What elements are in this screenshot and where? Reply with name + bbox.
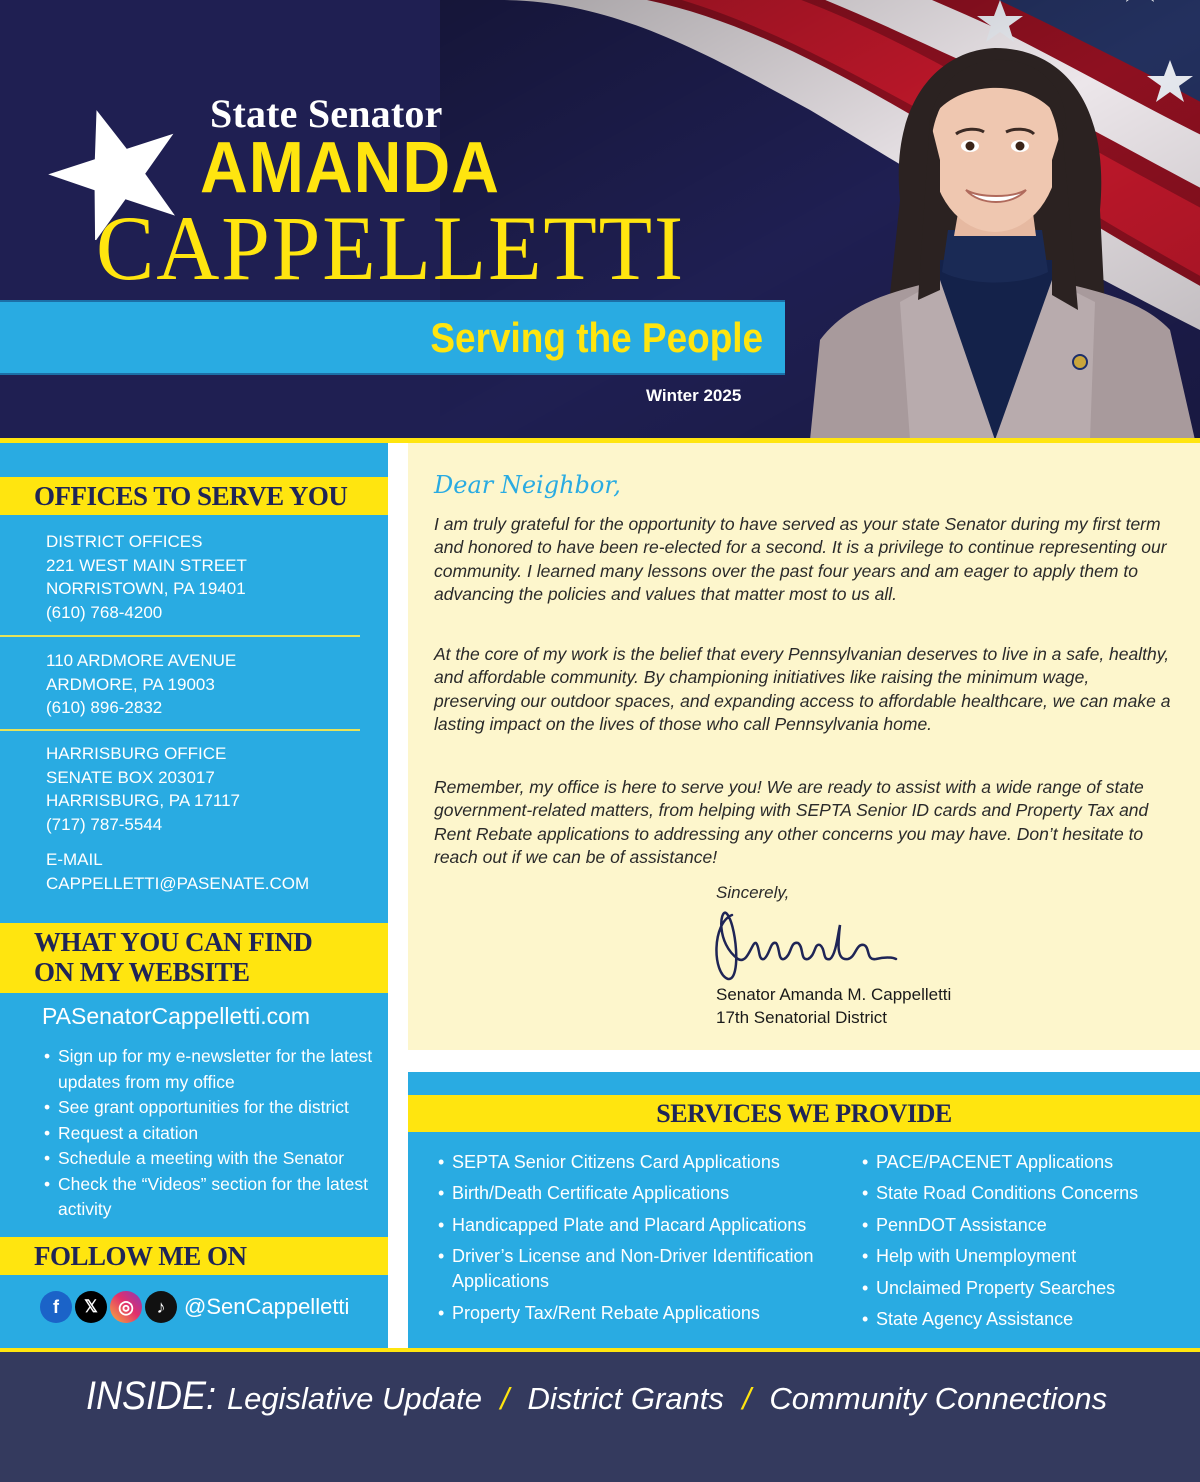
social-heading-band [0, 1237, 388, 1275]
list-item: • Driver’s License and Non-Driver Identification Applications [438, 1244, 838, 1294]
inside-contents [86, 1374, 1107, 1419]
office-label: HARRISBURG OFFICE [46, 744, 227, 763]
office-street: 221 WEST MAIN STREET [46, 555, 247, 575]
instagram-icon[interactable]: ◎ [110, 1291, 142, 1323]
facebook-icon[interactable]: f [40, 1291, 72, 1323]
office-phone[interactable]: (610) 768-4200 [46, 602, 163, 622]
services-heading-band [408, 1095, 1200, 1132]
office-norristown [46, 530, 247, 624]
x-icon[interactable]: 𝕏 [75, 1291, 107, 1323]
services-panel [408, 1072, 1200, 1348]
social-handle[interactable]: @SenCappelletti [184, 1294, 350, 1319]
list-item: • Help with Unemployment [862, 1244, 1192, 1269]
masthead [0, 0, 1200, 440]
letter-paragraph: I am truly grateful for the opportunity to have served as your state Senator during my first term and honored to have been re-elected for a second. It is a privilege to continue representing our community. I learned many lessons over the past four years and am eager to apply them to advancing the policies and values that matter most to us all. [434, 514, 1167, 604]
list-item: • Request a citation [42, 1121, 382, 1147]
divider [0, 729, 360, 731]
list-item: • Sign up for my e-newsletter for the latest updates from my office [42, 1044, 382, 1095]
office-ardmore [46, 649, 236, 720]
senator-first-name: AMANDA [200, 128, 500, 208]
office-harrisburg [46, 742, 240, 836]
inside-item: District Grants [527, 1381, 724, 1416]
tiktok-icon[interactable]: ♪ [145, 1291, 177, 1323]
offices-heading: OFFICES TO SERVE YOU [34, 481, 348, 511]
office-city: ARDMORE, PA 19003 [46, 674, 215, 694]
email-link[interactable]: CAPPELLETTI@PASENATE.COM [46, 873, 310, 893]
inside-item: Legislative Update [226, 1381, 482, 1416]
list-item: • See grant opportunities for the district [42, 1095, 382, 1121]
letter-closing: Sincerely, [716, 883, 790, 902]
inside-banner [0, 1352, 1200, 1482]
offices-heading-band [0, 477, 388, 515]
senator-portrait [790, 40, 1200, 440]
email-label: E-MAIL [46, 850, 103, 869]
website-heading-band [0, 923, 388, 993]
senator-last-name: CAPPELLETTI [96, 197, 685, 299]
signature-image [708, 903, 898, 983]
sidebar [0, 443, 388, 1348]
title-kicker: State Senator [210, 91, 443, 136]
office-email [46, 848, 309, 895]
office-label: DISTRICT OFFICES [46, 532, 203, 551]
website-features-list [42, 1044, 382, 1223]
separator: / [742, 1381, 751, 1416]
office-city: HARRISBURG, PA 17117 [46, 791, 241, 810]
signer-name: Senator Amanda M. Cappelletti [716, 985, 952, 1004]
inside-item: Community Connections [769, 1381, 1108, 1416]
list-item: • Check the “Videos” section for the latest activity [42, 1172, 382, 1223]
website-heading-line1: WHAT YOU CAN FIND [34, 927, 313, 957]
office-box: SENATE BOX 203017 [46, 767, 215, 787]
letter-paragraph: At the core of my work is the belief that every Pennsylvanian deserves to live in a safe, healthy, and affordable community. By championing initiatives like raising the minimum wage, preserving our outdoor spaces, and expanding access to affordable healthcare, we can make a lasting impact on the lives of those who call Pennsylvania home. [434, 644, 1171, 734]
divider [0, 635, 360, 637]
signer-block [716, 983, 951, 1029]
list-item: • Birth/Death Certificate Applications [438, 1181, 838, 1206]
separator: / [500, 1381, 510, 1416]
list-item: • PennDOT Assistance [862, 1213, 1192, 1238]
list-item: • SEPTA Senior Citizens Card Applications [438, 1150, 838, 1175]
issue-date: Winter 2025 [646, 386, 742, 405]
services-heading: SERVICES WE PROVIDE [656, 1099, 952, 1128]
tagline-band [0, 300, 785, 375]
list-item: • Handicapped Plate and Placard Applications [438, 1213, 838, 1238]
website-link[interactable]: PASenatorCappelletti.com [42, 1003, 311, 1029]
signer-district: 17th Senatorial District [716, 1008, 888, 1027]
social-heading: FOLLOW ME ON [34, 1241, 247, 1271]
list-item: • Unclaimed Property Searches [862, 1276, 1192, 1301]
inside-label: INSIDE: [86, 1374, 217, 1418]
list-item: • State Road Conditions Concerns [862, 1181, 1192, 1206]
services-list-left [438, 1150, 838, 1332]
list-item: • PACE/PACENET Applications [862, 1150, 1192, 1175]
tagline: Serving the People [430, 314, 763, 361]
list-item: • Property Tax/Rent Rebate Applications [438, 1301, 838, 1326]
list-item: • State Agency Assistance [862, 1307, 1192, 1332]
office-city: NORRISTOWN, PA 19401 [46, 579, 246, 598]
social-links [40, 1291, 349, 1323]
letter-panel [408, 443, 1200, 1050]
office-phone[interactable]: (610) 896-2832 [46, 698, 163, 717]
office-phone[interactable]: (717) 787-5544 [46, 814, 163, 834]
services-list-right [862, 1150, 1192, 1338]
letter-greeting: Dear Neighbor, [434, 471, 621, 499]
list-item: • Schedule a meeting with the Senator [42, 1146, 382, 1172]
letter-paragraph: Remember, my office is here to serve you! We are ready to assist with a wide range of state government-related matters, from helping with SEPTA Senior ID cards and Property Tax and Rent Rebate applications to addressing any other concerns you may have. Don’t hesitate to reach out if we can be of assistance! [434, 777, 1149, 867]
website-heading-line2: ON MY WEBSITE [34, 957, 250, 987]
office-street: 110 ARDMORE AVENUE [46, 651, 237, 670]
